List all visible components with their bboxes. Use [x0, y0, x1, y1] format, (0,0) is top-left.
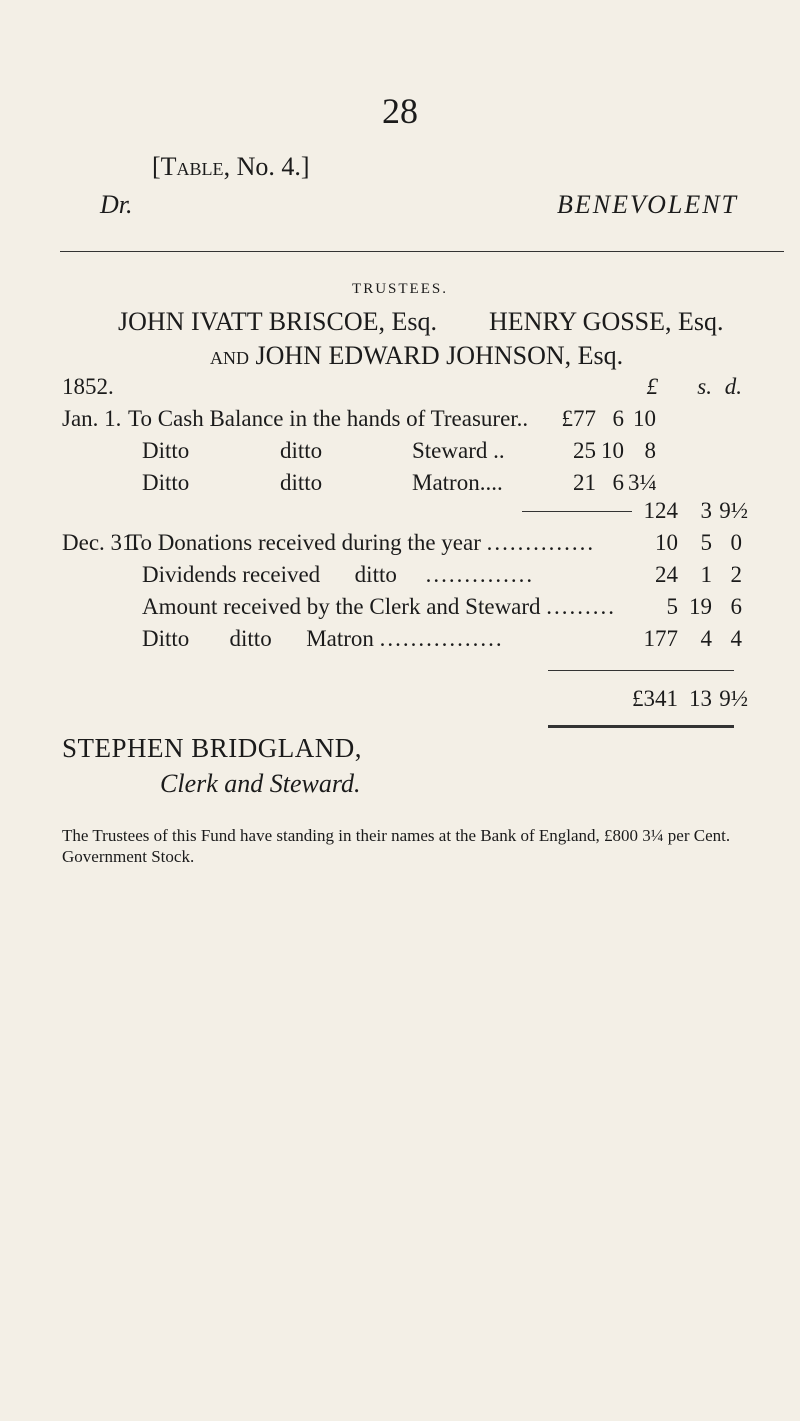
receipt-pence: 4	[730, 626, 742, 651]
receipt-pence: 2	[730, 562, 742, 587]
entry-ditto-2: ditto	[280, 438, 323, 463]
receipt-pence: 6	[730, 594, 742, 619]
entry-description: To Cash Balance in the hands of Treasurer..	[128, 406, 529, 431]
total-rule-bottom	[548, 725, 734, 728]
entry-pence: 3¼	[628, 470, 657, 495]
subtotal-pounds: 124	[643, 498, 678, 523]
running-title: BENEVOLENT	[556, 190, 738, 219]
entry-role: Matron....	[412, 470, 503, 495]
entry-pounds: £77	[561, 406, 596, 431]
receipt-description-text: Amount received by the Clerk and Steward	[142, 594, 541, 619]
table-label-number: , No. 4.]	[223, 152, 310, 181]
entry-shillings: 10	[601, 438, 624, 463]
receipt-pounds: 5	[666, 594, 678, 619]
leader-dots: ................	[379, 626, 504, 651]
entry-date: Jan. 1.	[62, 406, 122, 431]
receipt-pence: 0	[730, 530, 742, 555]
signature-title: Clerk and Steward.	[160, 769, 361, 798]
footnote: The Trustees of this Fund have standing in their names at the Bank of England, £800 3¼ per Cent. Government Stock.	[62, 826, 731, 866]
receipt-pounds: 24	[655, 562, 678, 587]
receipt-description-text: Ditto ditto Matron	[142, 626, 374, 651]
table-label-open: [	[152, 152, 161, 181]
entry-role: Steward ..	[412, 438, 505, 463]
trustees-line-2	[210, 341, 623, 371]
subtotal-rule	[522, 511, 632, 512]
receipt-pounds: 10	[655, 530, 678, 555]
trustees-and: and	[210, 341, 249, 370]
receipt-description-text: Dividends received ditto	[142, 562, 397, 587]
receipt-description	[142, 594, 616, 620]
col-header-pounds: £	[646, 374, 658, 399]
header-rule	[60, 251, 784, 252]
receipt-shillings: 4	[700, 626, 712, 651]
signature-name: STEPHEN BRIDGLAND,	[62, 733, 363, 763]
page-number: 28	[382, 91, 418, 131]
entry-shillings: 6	[612, 470, 624, 495]
trustees-heading: TRUSTEES.	[352, 281, 448, 297]
leader-dots: ..............	[486, 530, 596, 555]
receipt-description-text: To Donations received during the year	[128, 530, 481, 555]
receipt-description	[142, 626, 504, 652]
total-shillings: 13	[689, 686, 712, 711]
subtotal-pence: 9½	[719, 498, 748, 523]
receipt-description	[142, 562, 534, 588]
account-year: 1852.	[62, 374, 114, 399]
receipt-pounds: 177	[643, 626, 678, 651]
subtotal-shillings: 3	[700, 498, 712, 523]
total-pounds: £341	[632, 686, 678, 711]
trustees-line-2-names: JOHN EDWARD JOHNSON, Esq.	[249, 341, 624, 370]
table-label	[152, 152, 310, 182]
col-header-pence: d.	[724, 374, 742, 399]
receipt-shillings: 5	[700, 530, 712, 555]
trustees-line-1: JOHN IVATT BRISCOE, Esq. HENRY GOSSE, Esq.	[118, 307, 724, 336]
entry-ditto-2: ditto	[280, 470, 323, 495]
entry-shillings: 6	[612, 406, 624, 431]
entry-pounds: 21	[573, 470, 596, 495]
entry-pence: 8	[644, 438, 656, 463]
leader-dots: ..............	[425, 562, 535, 587]
leader-dots: .........	[546, 594, 617, 619]
table-label-word: Table	[160, 152, 224, 181]
entry-ditto: Ditto	[142, 438, 190, 463]
total-pence: 9½	[719, 686, 748, 711]
receipt-shillings: 1	[700, 562, 712, 587]
entry-pounds: 25	[573, 438, 596, 463]
entry-pence: 10	[633, 406, 656, 431]
entry-ditto: Ditto	[142, 470, 190, 495]
receipt-shillings: 19	[689, 594, 712, 619]
receipt-date: Dec. 31.	[62, 530, 140, 555]
col-header-shillings: s.	[697, 374, 712, 399]
debit-label: Dr.	[100, 190, 133, 219]
receipt-description	[128, 530, 595, 556]
total-rule-top	[548, 670, 734, 671]
